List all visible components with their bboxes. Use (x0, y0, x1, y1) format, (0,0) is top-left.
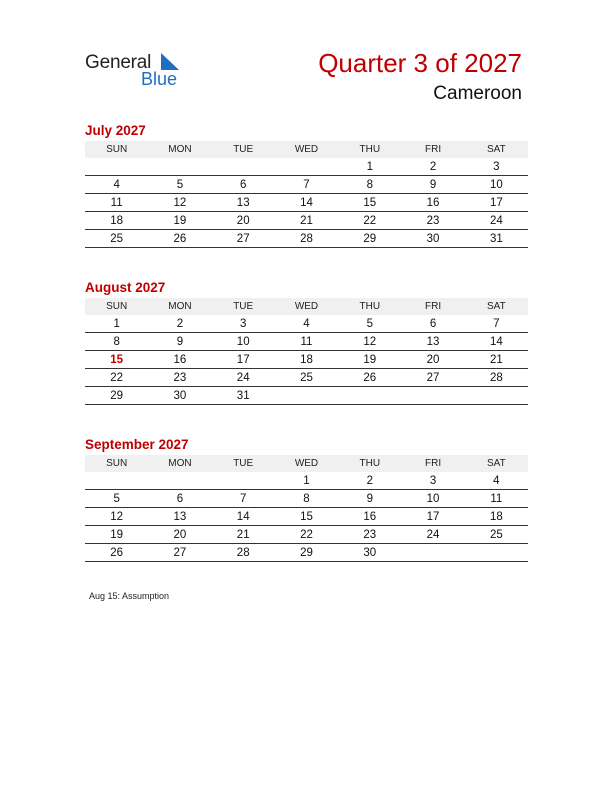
day-cell: 16 (401, 194, 464, 212)
month-title: July 2027 (85, 123, 146, 138)
day-cell: 14 (212, 508, 275, 526)
empty-day-cell (212, 158, 275, 176)
week-row (85, 472, 528, 490)
day-cell: 3 (465, 158, 528, 176)
day-cell: 26 (338, 369, 401, 387)
day-cell: 18 (85, 212, 148, 230)
empty-day-cell (148, 158, 211, 176)
day-cell: 13 (212, 194, 275, 212)
day-cell: 1 (275, 472, 338, 490)
day-cell: 2 (338, 472, 401, 490)
day-cell: 9 (401, 176, 464, 194)
week-row (85, 158, 528, 176)
month-august (85, 280, 528, 405)
day-cell: 20 (401, 351, 464, 369)
day-cell: 5 (148, 176, 211, 194)
weekday-wed: WED (275, 455, 338, 472)
empty-day-cell (465, 387, 528, 405)
week-row (85, 526, 528, 544)
month-title: September 2027 (85, 437, 189, 452)
day-cell: 1 (85, 315, 148, 333)
day-cell: 23 (401, 212, 464, 230)
weekday-mon: MON (148, 298, 211, 315)
day-cell: 28 (275, 230, 338, 248)
weekday-fri: FRI (401, 141, 464, 158)
day-cell: 29 (338, 230, 401, 248)
logo-word-general: General (85, 52, 152, 73)
weekday-sat: SAT (465, 455, 528, 472)
week-row (85, 333, 528, 351)
generalblue-logo (85, 50, 195, 90)
weekday-thu: THU (338, 455, 401, 472)
week-row (85, 212, 528, 230)
empty-day-cell (401, 387, 464, 405)
weekday-header-row (85, 455, 528, 472)
day-cell: 22 (85, 369, 148, 387)
day-cell: 16 (148, 351, 211, 369)
day-cell: 30 (148, 387, 211, 405)
empty-day-cell (85, 158, 148, 176)
month-title: August 2027 (85, 280, 166, 295)
week-row (85, 315, 528, 333)
day-cell: 6 (148, 490, 211, 508)
weekday-sun: SUN (85, 298, 148, 315)
day-cell: 23 (338, 526, 401, 544)
day-cell: 26 (85, 544, 148, 562)
day-cell: 24 (465, 212, 528, 230)
weekday-mon: MON (148, 455, 211, 472)
weekday-sun: SUN (85, 141, 148, 158)
week-row (85, 176, 528, 194)
weekday-header-row (85, 141, 528, 158)
day-cell: 17 (401, 508, 464, 526)
day-cell: 24 (401, 526, 464, 544)
week-row (85, 351, 528, 369)
page-title: Quarter 3 of 2027 (318, 48, 522, 78)
day-cell: 19 (85, 526, 148, 544)
weekday-wed: WED (275, 141, 338, 158)
calendar-grid (85, 455, 528, 562)
day-cell: 2 (148, 315, 211, 333)
day-cell: 4 (465, 472, 528, 490)
day-cell: 3 (401, 472, 464, 490)
weekday-wed: WED (275, 298, 338, 315)
empty-day-cell (85, 472, 148, 490)
day-cell: 14 (275, 194, 338, 212)
day-cell: 4 (85, 176, 148, 194)
day-cell: 12 (148, 194, 211, 212)
calendar-grid (85, 141, 528, 248)
day-cell: 10 (465, 176, 528, 194)
weekday-fri: FRI (401, 298, 464, 315)
day-cell: 8 (85, 333, 148, 351)
week-row (85, 387, 528, 405)
week-row (85, 544, 528, 562)
weekday-sun: SUN (85, 455, 148, 472)
day-cell: 19 (338, 351, 401, 369)
month-september (85, 437, 528, 562)
week-row (85, 369, 528, 387)
empty-day-cell (338, 387, 401, 405)
day-cell: 21 (465, 351, 528, 369)
week-row (85, 230, 528, 248)
country-name: Cameroon (433, 83, 522, 104)
day-cell: 10 (212, 333, 275, 351)
day-cell: 25 (275, 369, 338, 387)
weekday-tue: TUE (212, 141, 275, 158)
weekday-sat: SAT (465, 298, 528, 315)
day-cell: 25 (85, 230, 148, 248)
weekday-tue: TUE (212, 298, 275, 315)
day-cell: 11 (465, 490, 528, 508)
day-cell: 15 (275, 508, 338, 526)
day-cell: 7 (212, 490, 275, 508)
weekday-thu: THU (338, 141, 401, 158)
day-cell: 6 (212, 176, 275, 194)
day-cell: 27 (401, 369, 464, 387)
weekday-tue: TUE (212, 455, 275, 472)
day-cell: 8 (338, 176, 401, 194)
week-row (85, 194, 528, 212)
day-cell: 26 (148, 230, 211, 248)
day-cell: 15 (338, 194, 401, 212)
weekday-sat: SAT (465, 141, 528, 158)
day-cell: 30 (338, 544, 401, 562)
weekday-fri: FRI (401, 455, 464, 472)
day-cell: 22 (338, 212, 401, 230)
week-row (85, 508, 528, 526)
day-cell: 11 (275, 333, 338, 351)
day-cell: 11 (85, 194, 148, 212)
empty-day-cell (401, 544, 464, 562)
day-cell: 5 (338, 315, 401, 333)
empty-day-cell (465, 544, 528, 562)
day-cell: 1 (338, 158, 401, 176)
day-cell: 21 (275, 212, 338, 230)
weekday-thu: THU (338, 298, 401, 315)
week-row (85, 490, 528, 508)
day-cell: 14 (465, 333, 528, 351)
empty-day-cell (275, 158, 338, 176)
calendar-grid (85, 298, 528, 405)
holiday-note: Aug 15: Assumption (89, 591, 170, 601)
day-cell: 15 (85, 351, 148, 369)
day-cell: 6 (401, 315, 464, 333)
weekday-mon: MON (148, 141, 211, 158)
logo-word-blue: Blue (141, 69, 178, 89)
day-cell: 29 (85, 387, 148, 405)
day-cell: 30 (401, 230, 464, 248)
day-cell: 22 (275, 526, 338, 544)
day-cell: 12 (338, 333, 401, 351)
day-cell: 27 (148, 544, 211, 562)
day-cell: 29 (275, 544, 338, 562)
day-cell: 10 (401, 490, 464, 508)
day-cell: 28 (212, 544, 275, 562)
day-cell: 25 (465, 526, 528, 544)
day-cell: 17 (465, 194, 528, 212)
day-cell: 31 (212, 387, 275, 405)
empty-day-cell (275, 387, 338, 405)
day-cell: 18 (275, 351, 338, 369)
day-cell: 5 (85, 490, 148, 508)
day-cell: 7 (275, 176, 338, 194)
day-cell: 20 (148, 526, 211, 544)
weekday-header-row (85, 298, 528, 315)
day-cell: 3 (212, 315, 275, 333)
empty-day-cell (148, 472, 211, 490)
day-cell: 28 (465, 369, 528, 387)
day-cell: 2 (401, 158, 464, 176)
day-cell: 4 (275, 315, 338, 333)
day-cell: 20 (212, 212, 275, 230)
day-cell: 9 (148, 333, 211, 351)
day-cell: 13 (401, 333, 464, 351)
day-cell: 13 (148, 508, 211, 526)
day-cell: 21 (212, 526, 275, 544)
day-cell: 24 (212, 369, 275, 387)
day-cell: 8 (275, 490, 338, 508)
day-cell: 12 (85, 508, 148, 526)
empty-day-cell (212, 472, 275, 490)
day-cell: 27 (212, 230, 275, 248)
day-cell: 19 (148, 212, 211, 230)
day-cell: 16 (338, 508, 401, 526)
day-cell: 17 (212, 351, 275, 369)
day-cell: 31 (465, 230, 528, 248)
day-cell: 23 (148, 369, 211, 387)
day-cell: 9 (338, 490, 401, 508)
day-cell: 7 (465, 315, 528, 333)
month-july (85, 123, 528, 248)
day-cell: 18 (465, 508, 528, 526)
